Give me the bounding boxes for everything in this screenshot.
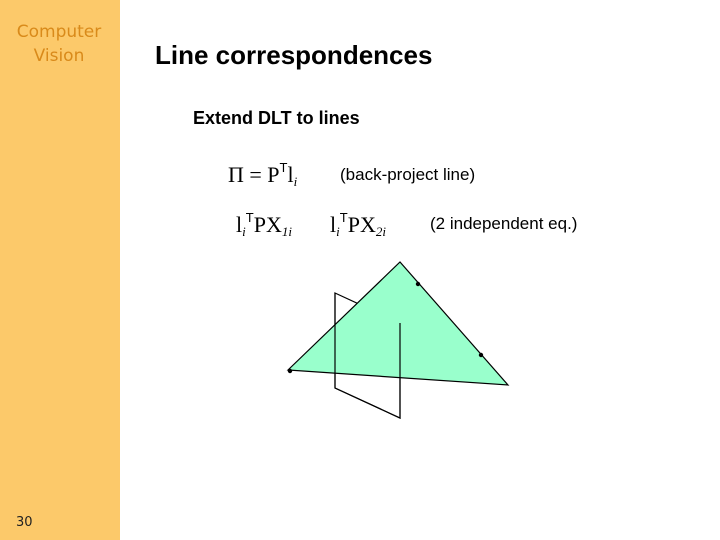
eq2a-body: PX [253,212,282,237]
bullet-text: Extend DLT to lines [193,108,360,128]
note-independent: (2 independent eq.) [430,214,578,233]
eq1-transpose: T [279,160,288,175]
eq2a-l: l [236,212,243,237]
eq2a-subscript: 1i [281,224,292,239]
eq2b-i: i [336,224,340,239]
note-backproject: (back-project line) [340,165,476,184]
eq2a-i: i [242,224,246,239]
course-title-line1: Computer [16,22,102,42]
point-top [416,282,420,286]
eq2b-subscript: 2i [375,224,386,239]
eq2b-transpose: T [339,210,348,225]
page-number: 30 [16,515,33,530]
backprojected-plane [288,262,508,385]
eq1-lhs: Π = P [228,162,280,187]
eq1-rhs: l [287,162,294,187]
eq1-subscript: i [293,174,298,189]
eq2a-transpose: T [245,210,254,225]
slide-title: Line correspondences [155,40,433,70]
point-right [479,353,483,357]
eq2b-l: l [330,212,337,237]
eq2b-body: PX [347,212,376,237]
point-left [288,369,292,373]
course-title-line2: Vision [33,46,85,66]
